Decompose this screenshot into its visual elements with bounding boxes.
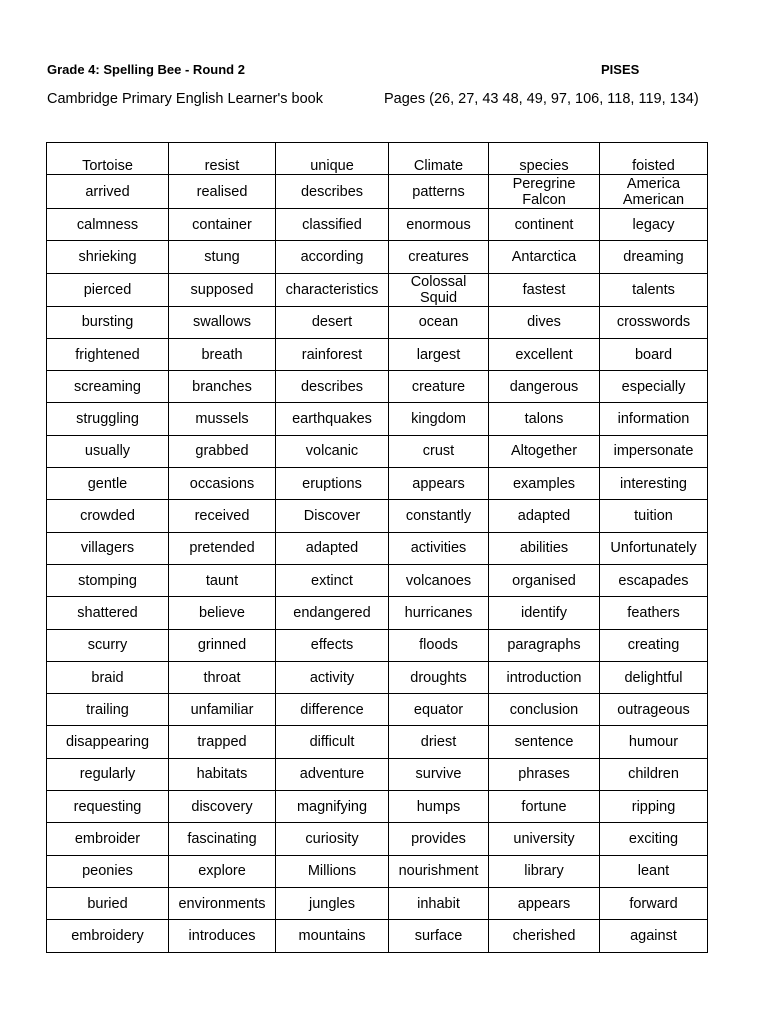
word-cell: unique	[276, 143, 389, 175]
word-cell: introduction	[489, 661, 600, 693]
word-cell: disappearing	[47, 726, 169, 758]
word-cell: realised	[169, 175, 276, 209]
table-row	[47, 500, 708, 532]
word-cell: occasions	[169, 468, 276, 500]
word-cell: eruptions	[276, 468, 389, 500]
word-cell: foisted	[600, 143, 708, 175]
book-title: Cambridge Primary English Learner's book	[47, 91, 323, 107]
word-cell: species	[489, 143, 600, 175]
word-cell: nourishment	[389, 855, 489, 887]
word-cell: legacy	[600, 209, 708, 241]
word-cell: appears	[489, 887, 600, 919]
word-cell: largest	[389, 338, 489, 370]
word-cell: activities	[389, 532, 489, 564]
word-cell: university	[489, 823, 600, 855]
table-row	[47, 306, 708, 338]
table-row	[47, 209, 708, 241]
table-row	[47, 371, 708, 403]
word-cell: according	[276, 241, 389, 273]
word-cell: exciting	[600, 823, 708, 855]
word-cell: difference	[276, 694, 389, 726]
word-cell: America American	[600, 175, 708, 209]
word-cell: Colossal Squid	[389, 273, 489, 306]
word-cell: taunt	[169, 564, 276, 596]
table-row	[47, 468, 708, 500]
word-cell: throat	[169, 661, 276, 693]
word-cell: humps	[389, 791, 489, 823]
word-cell: crosswords	[600, 306, 708, 338]
table-row	[47, 823, 708, 855]
word-cell: dreaming	[600, 241, 708, 273]
word-cell: information	[600, 403, 708, 435]
word-cell: humour	[600, 726, 708, 758]
word-cell: classified	[276, 209, 389, 241]
word-cell: Altogether	[489, 435, 600, 467]
document-title: Grade 4: Spelling Bee - Round 2	[47, 62, 245, 77]
word-cell: buried	[47, 887, 169, 919]
table-row	[47, 597, 708, 629]
word-cell: kingdom	[389, 403, 489, 435]
word-cell: equator	[389, 694, 489, 726]
word-cell: villagers	[47, 532, 169, 564]
word-cell: adventure	[276, 758, 389, 790]
word-cell: curiosity	[276, 823, 389, 855]
table-row	[47, 758, 708, 790]
word-cell: fascinating	[169, 823, 276, 855]
word-cell: desert	[276, 306, 389, 338]
word-cell: describes	[276, 371, 389, 403]
word-cell: escapades	[600, 564, 708, 596]
word-cell: embroidery	[47, 920, 169, 952]
word-cell: describes	[276, 175, 389, 209]
word-cell: fortune	[489, 791, 600, 823]
table-row	[47, 564, 708, 596]
word-cell: environments	[169, 887, 276, 919]
school-name: PISES	[601, 62, 640, 77]
table-row	[47, 532, 708, 564]
word-cell: patterns	[389, 175, 489, 209]
word-cell: leant	[600, 855, 708, 887]
word-cell: believe	[169, 597, 276, 629]
word-cell: pretended	[169, 532, 276, 564]
word-cell: especially	[600, 371, 708, 403]
word-cell: creatures	[389, 241, 489, 273]
word-cell: explore	[169, 855, 276, 887]
word-cell: creating	[600, 629, 708, 661]
word-cell: usually	[47, 435, 169, 467]
word-cell: screaming	[47, 371, 169, 403]
word-cell: crust	[389, 435, 489, 467]
word-cell: appears	[389, 468, 489, 500]
word-cell: endangered	[276, 597, 389, 629]
word-cell: dives	[489, 306, 600, 338]
word-cell: struggling	[47, 403, 169, 435]
word-cell: excellent	[489, 338, 600, 370]
word-cell: board	[600, 338, 708, 370]
word-cell: ripping	[600, 791, 708, 823]
word-cell: dangerous	[489, 371, 600, 403]
word-cell: stung	[169, 241, 276, 273]
word-cell: examples	[489, 468, 600, 500]
word-cell: stomping	[47, 564, 169, 596]
table-row	[47, 629, 708, 661]
word-cell: frightened	[47, 338, 169, 370]
table-row	[47, 726, 708, 758]
word-cell: talents	[600, 273, 708, 306]
word-cell: sentence	[489, 726, 600, 758]
word-cell: adapted	[489, 500, 600, 532]
word-cell: activity	[276, 661, 389, 693]
word-cell: Tortoise	[47, 143, 169, 175]
word-cell: delightful	[600, 661, 708, 693]
word-cell: grinned	[169, 629, 276, 661]
table-row	[47, 661, 708, 693]
word-cell: library	[489, 855, 600, 887]
word-table-body	[47, 143, 708, 953]
table-row	[47, 791, 708, 823]
word-cell: floods	[389, 629, 489, 661]
word-cell: habitats	[169, 758, 276, 790]
word-cell: conclusion	[489, 694, 600, 726]
word-cell: driest	[389, 726, 489, 758]
table-row	[47, 143, 708, 175]
word-cell: forward	[600, 887, 708, 919]
word-cell: arrived	[47, 175, 169, 209]
word-cell: mussels	[169, 403, 276, 435]
word-cell: unfamiliar	[169, 694, 276, 726]
page-references: Pages (26, 27, 43 48, 49, 97, 106, 118, 119, 134)	[384, 91, 699, 107]
word-cell: supposed	[169, 273, 276, 306]
table-row	[47, 273, 708, 306]
word-cell: children	[600, 758, 708, 790]
word-cell: extinct	[276, 564, 389, 596]
table-row	[47, 887, 708, 919]
word-cell: trailing	[47, 694, 169, 726]
word-cell: magnifying	[276, 791, 389, 823]
word-cell: phrases	[489, 758, 600, 790]
word-cell: introduces	[169, 920, 276, 952]
word-cell: volcanoes	[389, 564, 489, 596]
word-cell: earthquakes	[276, 403, 389, 435]
word-cell: droughts	[389, 661, 489, 693]
word-cell: feathers	[600, 597, 708, 629]
word-cell: identify	[489, 597, 600, 629]
word-cell: Climate	[389, 143, 489, 175]
word-cell: jungles	[276, 887, 389, 919]
word-cell: impersonate	[600, 435, 708, 467]
word-cell: provides	[389, 823, 489, 855]
word-cell: received	[169, 500, 276, 532]
word-cell: ocean	[389, 306, 489, 338]
word-cell: mountains	[276, 920, 389, 952]
word-cell: Antarctica	[489, 241, 600, 273]
word-cell: fastest	[489, 273, 600, 306]
word-cell: resist	[169, 143, 276, 175]
table-row	[47, 435, 708, 467]
word-cell: survive	[389, 758, 489, 790]
word-cell: embroider	[47, 823, 169, 855]
word-cell: peonies	[47, 855, 169, 887]
word-cell: creature	[389, 371, 489, 403]
word-cell: braid	[47, 661, 169, 693]
word-cell: bursting	[47, 306, 169, 338]
word-cell: breath	[169, 338, 276, 370]
word-cell: paragraphs	[489, 629, 600, 661]
table-row	[47, 920, 708, 952]
word-cell: gentle	[47, 468, 169, 500]
word-cell: swallows	[169, 306, 276, 338]
word-cell: cherished	[489, 920, 600, 952]
word-cell: abilities	[489, 532, 600, 564]
table-row	[47, 338, 708, 370]
word-cell: rainforest	[276, 338, 389, 370]
word-cell: difficult	[276, 726, 389, 758]
word-cell: container	[169, 209, 276, 241]
word-cell: organised	[489, 564, 600, 596]
word-cell: constantly	[389, 500, 489, 532]
word-cell: requesting	[47, 791, 169, 823]
word-cell: trapped	[169, 726, 276, 758]
word-cell: scurry	[47, 629, 169, 661]
word-cell: Unfortunately	[600, 532, 708, 564]
word-cell: crowded	[47, 500, 169, 532]
word-cell: talons	[489, 403, 600, 435]
word-cell: interesting	[600, 468, 708, 500]
spelling-word-table	[46, 142, 708, 953]
word-cell: volcanic	[276, 435, 389, 467]
word-cell: surface	[389, 920, 489, 952]
word-cell: shrieking	[47, 241, 169, 273]
word-cell: outrageous	[600, 694, 708, 726]
table-row	[47, 241, 708, 273]
word-cell: hurricanes	[389, 597, 489, 629]
word-cell: characteristics	[276, 273, 389, 306]
word-cell: enormous	[389, 209, 489, 241]
table-row	[47, 855, 708, 887]
word-cell: pierced	[47, 273, 169, 306]
word-cell: grabbed	[169, 435, 276, 467]
word-cell: against	[600, 920, 708, 952]
word-cell: shattered	[47, 597, 169, 629]
table-row	[47, 403, 708, 435]
word-cell: tuition	[600, 500, 708, 532]
word-cell: continent	[489, 209, 600, 241]
word-cell: Discover	[276, 500, 389, 532]
word-cell: branches	[169, 371, 276, 403]
word-cell: inhabit	[389, 887, 489, 919]
word-cell: calmness	[47, 209, 169, 241]
word-cell: Peregrine Falcon	[489, 175, 600, 209]
word-cell: effects	[276, 629, 389, 661]
table-row	[47, 694, 708, 726]
word-cell: Millions	[276, 855, 389, 887]
word-cell: adapted	[276, 532, 389, 564]
table-row	[47, 175, 708, 209]
word-cell: discovery	[169, 791, 276, 823]
word-cell: regularly	[47, 758, 169, 790]
